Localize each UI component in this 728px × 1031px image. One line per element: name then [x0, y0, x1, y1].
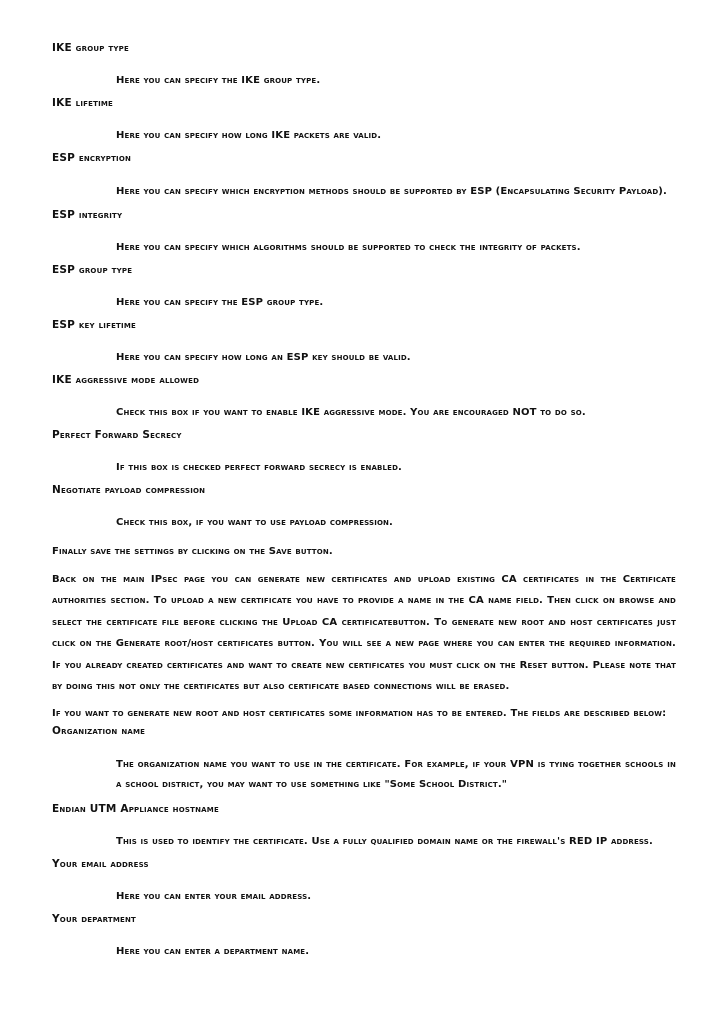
certificate-fields-list	[52, 723, 676, 960]
field-definition: Here you can enter a department name.	[116, 945, 310, 957]
field-definition: This is used to identify the certificate. Use a fully qualified domain name or the firewall's RED IP address.	[116, 835, 653, 847]
field-term: Your department	[52, 912, 137, 925]
setting-definition: Here you can specify the IKE group type.	[116, 75, 321, 86]
fields-intro-paragraph: If you want to generate new root and host certificates some information has to be entered. The fields are described below:	[52, 707, 667, 719]
field-term: Endian UTM Appliance hostname	[52, 802, 219, 815]
setting-term: ESP key lifetime	[52, 319, 136, 331]
setting-definition: Here you can specify which algorithms should be supported to check the integrity of packets.	[116, 242, 581, 253]
field-term: Your email address	[52, 857, 149, 870]
document-body	[52, 40, 676, 960]
field-definition: The organization name you want to use in the certificate. For example, if your VPN is tying together schools in a school district, you may want to use something like "Some School District."	[116, 758, 676, 790]
setting-definition: Check this box if you want to enable IKE aggressive mode. You are encouraged NOT to do so.	[116, 407, 586, 418]
setting-term: ESP encryption	[52, 152, 132, 164]
setting-term: IKE aggressive mode allowed	[52, 374, 200, 386]
setting-term: IKE lifetime	[52, 97, 114, 109]
setting-definition: If this box is checked perfect forward secrecy is enabled.	[116, 462, 402, 473]
setting-term: ESP group type	[52, 264, 133, 276]
setting-term: ESP integrity	[52, 209, 123, 221]
certificates-paragraph: Back on the main IPsec page you can generate new certificates and upload existing CA certificates in the Certificate authorities section. To upload a new certificate you have to provide a name in the CA name field. Then click on browse and select the certificate file before clicking the Upload CA certificatebutton. To generate new root and host certificates just click on the Generate root/host certificates button. You will see a new page where you can enter the required information. If you already created certificates and want to create new certificates you must click on the Reset button. Please note that by doing this not only the certificates but also certificate based connections will be erased.	[52, 573, 676, 692]
save-paragraph: Finally save the settings by clicking on the Save button.	[52, 546, 333, 557]
setting-definition: Check this box, if you want to use payload compression.	[116, 517, 394, 528]
field-term: Organization name	[52, 724, 146, 737]
ike-settings-list	[52, 40, 676, 531]
setting-term: Negotiate payload compression	[52, 484, 206, 496]
setting-term: IKE group type	[52, 42, 129, 54]
field-definition: Here you can enter your email address.	[116, 890, 312, 902]
setting-term: Perfect Forward Secrecy	[52, 429, 182, 441]
setting-definition: Here you can specify the ESP group type.	[116, 297, 324, 308]
setting-definition: Here you can specify how long an ESP key should be valid.	[116, 352, 411, 363]
setting-definition: Here you can specify how long IKE packets are valid.	[116, 130, 382, 141]
setting-definition: Here you can specify which encryption methods should be supported by ESP (Encapsulating Security Payload).	[116, 186, 667, 197]
